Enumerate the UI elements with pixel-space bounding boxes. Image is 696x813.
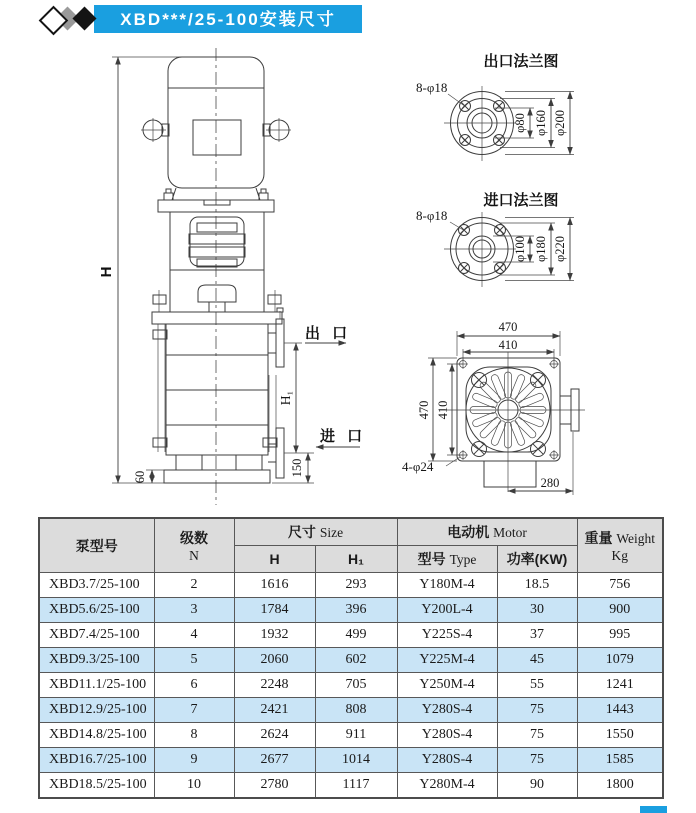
col-stages-zh: 级数 — [180, 529, 208, 546]
table-row — [39, 723, 663, 748]
outlet-bolt-note: 8-φ18 — [416, 80, 448, 95]
inlet-flange-title: 进口法兰图 — [483, 192, 559, 209]
cell-power: 75 — [497, 723, 577, 748]
inlet-flange-diagram — [416, 191, 574, 287]
inlet-dia-inner: φ100 — [513, 236, 527, 262]
base-dim-top-outer: 470 — [498, 320, 518, 334]
page-title: XBD***/25-100安装尺寸 — [94, 5, 362, 33]
col-size-zh: 尺寸 — [287, 524, 316, 540]
cell-power: 45 — [497, 648, 577, 673]
cell-stages: 7 — [154, 698, 234, 723]
cell-h: 1784 — [234, 598, 315, 623]
cell-stages: 2 — [154, 573, 234, 598]
cell-motor-type: Y225M-4 — [397, 648, 497, 673]
cell-h1: 1117 — [315, 773, 397, 799]
cell-model: XBD16.7/25-100 — [39, 748, 154, 773]
base-bolt-note: 4-φ24 — [402, 459, 434, 474]
cell-stages: 4 — [154, 623, 234, 648]
inlet-dia-outer: φ220 — [553, 236, 567, 262]
cell-model: XBD14.8/25-100 — [39, 723, 154, 748]
cell-h: 2248 — [234, 673, 315, 698]
base-dim-left-inner: 410 — [436, 400, 450, 420]
cell-model: XBD5.6/25-100 — [39, 598, 154, 623]
dim-60-label: 60 — [133, 470, 147, 484]
col-stages-en: N — [189, 547, 199, 563]
table-row — [39, 748, 663, 773]
cell-h: 2421 — [234, 698, 315, 723]
outlet-dia-inner: φ80 — [513, 113, 527, 133]
col-type — [397, 546, 497, 573]
cell-h1: 499 — [315, 623, 397, 648]
cell-stages: 9 — [154, 748, 234, 773]
outlet-dia-bolt: φ160 — [534, 110, 548, 136]
cell-motor-type: Y250M-4 — [397, 673, 497, 698]
cell-h1: 602 — [315, 648, 397, 673]
col-motor — [397, 518, 577, 546]
spec-table — [38, 517, 664, 799]
col-weight-zh: 重量 — [584, 529, 613, 546]
cell-h: 2624 — [234, 723, 315, 748]
inlet-bolt-note: 8-φ18 — [416, 208, 448, 223]
outlet-port-label: 出 口 — [305, 325, 352, 342]
cell-power: 90 — [497, 773, 577, 799]
cell-h: 1616 — [234, 573, 315, 598]
cell-weight: 1550 — [577, 723, 663, 748]
cell-h1: 911 — [315, 723, 397, 748]
cell-h: 2780 — [234, 773, 315, 799]
cell-h1: 705 — [315, 673, 397, 698]
table-row — [39, 648, 663, 673]
cell-stages: 6 — [154, 673, 234, 698]
cell-stages: 3 — [154, 598, 234, 623]
outlet-flange-title: 出口法兰图 — [483, 53, 559, 70]
cell-h: 2060 — [234, 648, 315, 673]
cell-motor-type: Y280S-4 — [397, 723, 497, 748]
cell-h: 1932 — [234, 623, 315, 648]
next-section-bar — [640, 806, 667, 813]
base-dim-left-outer: 470 — [417, 400, 431, 420]
table-row — [39, 773, 663, 799]
table-row — [39, 698, 663, 723]
col-h: H — [234, 546, 315, 573]
cell-model: XBD3.7/25-100 — [39, 573, 154, 598]
col-size-en: Size — [319, 525, 344, 540]
base-dim-bottom: 280 — [540, 476, 560, 490]
outlet-flange-diagram — [416, 52, 574, 161]
cell-motor-type: Y180M-4 — [397, 573, 497, 598]
cell-power: 18.5 — [497, 573, 577, 598]
col-weight — [577, 518, 663, 573]
cell-h1: 396 — [315, 598, 397, 623]
dim-h1-label: H₁ — [278, 390, 293, 406]
cell-stages: 10 — [154, 773, 234, 799]
cell-motor-type: Y225S-4 — [397, 623, 497, 648]
cell-model: XBD7.4/25-100 — [39, 623, 154, 648]
dim-150-label: 150 — [290, 458, 304, 478]
col-motor-zh: 电动机 — [447, 524, 490, 540]
cell-stages: 5 — [154, 648, 234, 673]
cell-power: 75 — [497, 748, 577, 773]
pump-elevation-drawing — [98, 48, 366, 505]
dim-h-label: H — [98, 266, 115, 278]
cell-power: 75 — [497, 698, 577, 723]
cell-weight: 1443 — [577, 698, 663, 723]
cell-h1: 1014 — [315, 748, 397, 773]
col-power: 功率(KW) — [497, 546, 577, 573]
cell-weight: 1241 — [577, 673, 663, 698]
col-h1: H₁ — [315, 546, 397, 573]
inlet-port-label: 进 口 — [320, 428, 367, 445]
cell-motor-type: Y200L-4 — [397, 598, 497, 623]
cell-motor-type: Y280M-4 — [397, 773, 497, 799]
cell-power: 30 — [497, 598, 577, 623]
col-motor-en: Motor — [493, 525, 527, 540]
col-size — [234, 518, 397, 546]
col-type-zh: 型号 — [417, 551, 446, 567]
table-row — [39, 598, 663, 623]
cell-model: XBD18.5/25-100 — [39, 773, 154, 799]
col-weight-en: Weight — [616, 530, 656, 546]
cell-stages: 8 — [154, 723, 234, 748]
base-dim-top-inner: 410 — [498, 338, 518, 352]
cell-motor-type: Y280S-4 — [397, 698, 497, 723]
base-plate-diagram — [402, 320, 585, 495]
cell-weight: 756 — [577, 573, 663, 598]
cell-model: XBD11.1/25-100 — [39, 673, 154, 698]
cell-model: XBD12.9/25-100 — [39, 698, 154, 723]
cell-h1: 808 — [315, 698, 397, 723]
inlet-dia-bolt: φ180 — [534, 236, 548, 262]
col-model: 泵型号 — [39, 518, 154, 573]
cell-model: XBD9.3/25-100 — [39, 648, 154, 673]
cell-weight: 1800 — [577, 773, 663, 799]
cell-h: 2677 — [234, 748, 315, 773]
cell-h1: 293 — [315, 573, 397, 598]
cell-weight: 995 — [577, 623, 663, 648]
cell-motor-type: Y280S-4 — [397, 748, 497, 773]
col-type-en: Type — [449, 552, 477, 567]
table-row — [39, 623, 663, 648]
cell-power: 55 — [497, 673, 577, 698]
cell-weight: 1079 — [577, 648, 663, 673]
spec-table-header — [39, 518, 663, 573]
cell-weight: 1585 — [577, 748, 663, 773]
cell-weight: 900 — [577, 598, 663, 623]
col-weight-unit: Kg — [611, 547, 629, 563]
col-stages — [154, 518, 234, 573]
outlet-dia-outer: φ200 — [553, 110, 567, 136]
table-row — [39, 573, 663, 598]
table-row — [39, 673, 663, 698]
cell-power: 37 — [497, 623, 577, 648]
